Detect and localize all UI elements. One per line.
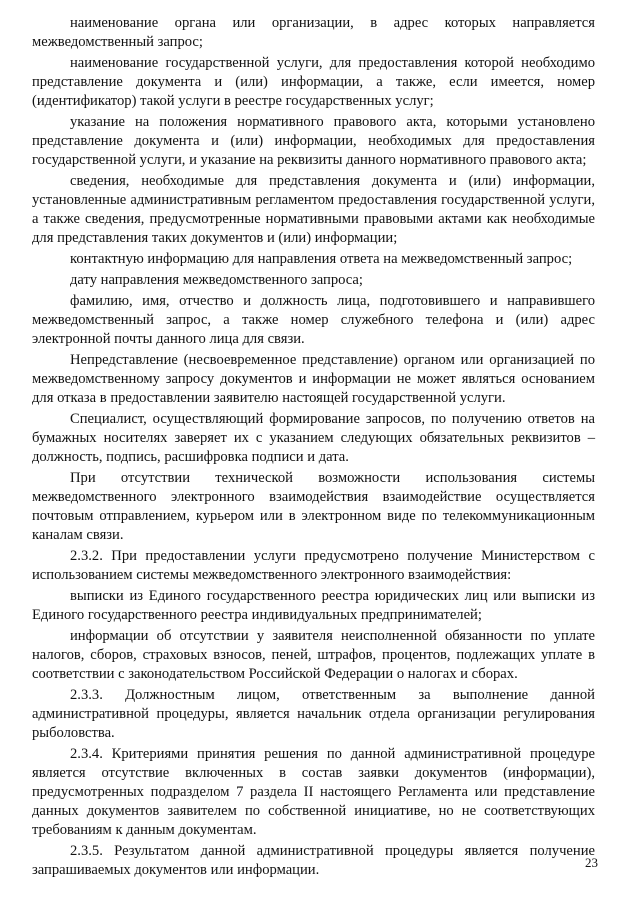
paragraph: 2.3.4. Критериями принятия решения по данной административной процедуре является отсутствие включенных в состав заявки документов (информации), предусмотренных подразделом 7 раздела II настоящего Регламента или представление данных документов заявителем по собственной инициативе, но не соответствующих требованиям к данным документам. — [32, 746, 595, 838]
paragraph: фамилию, имя, отчество и должность лица, подготовившего и направившего межведомственный запрос, а также номер служебного телефона и (или) адрес электронной почты данного лица для связи. — [32, 293, 595, 347]
paragraph: дату направления межведомственного запроса; — [70, 272, 363, 288]
paragraph: Непредставление (несвоевременное представление) органом или организацией по межведомственному запросу документов и информации не может являться основанием для отказа в предоставлении заявителю настоящей государственной услуги. — [32, 352, 595, 406]
paragraph: 2.3.3. Должностным лицом, ответственным за выполнение данной административной процедуры, является начальник отдела организации регулирования рыболовства. — [32, 687, 595, 741]
paragraph: наименование государственной услуги, для предоставления которой необходимо представление документа и (или) информации, а также, если имеется, номер (идентификатор) такой услуги в реестре государственных услуг; — [32, 55, 595, 109]
page-number: 23 — [585, 855, 598, 870]
paragraph: При отсутствии технической возможности использования системы межведомственного электронного взаимодействия взаимодействие осуществляется почтовым отправлением, курьером или в электронном виде по телекоммуникационным каналам связи. — [32, 470, 595, 543]
paragraph: 2.3.5. Результатом данной административной процедуры является получение запрашиваемых документов или информации. — [32, 843, 595, 878]
paragraph: указание на положения нормативного правового акта, которыми установлено представление документа и (или) информации, необходимых для предоставления государственной услуги, и указание на реквизиты данного нормативного правового акта; — [32, 114, 595, 168]
paragraph: контактную информацию для направления ответа на межведомственный запрос; — [70, 251, 573, 267]
paragraph: 2.3.2. При предоставлении услуги предусмотрено получение Министерством с использованием системы межведомственного электронного взаимодействия: — [32, 548, 595, 583]
paragraph: Специалист, осуществляющий формирование запросов, по получению ответов на бумажных носителях заверяет их с указанием следующих обязательных реквизитов – должность, подпись, расшифровка подписи и дата. — [32, 411, 595, 465]
paragraph: выписки из Единого государственного реестра юридических лиц или выписки из Единого государственного реестра индивидуальных предпринимателей; — [32, 588, 595, 623]
document-body — [32, 14, 595, 882]
paragraph: информации об отсутствии у заявителя неисполненной обязанности по уплате налогов, сборов, страховых взносов, пеней, штрафов, процентов, подлежащих уплате в соответствии с законодательством Российской Федерации о налогах и сборах. — [32, 628, 595, 682]
paragraph: сведения, необходимые для представления документа и (или) информации, установленные административным регламентом предоставления государственной услуги, а также сведения, предусмотренные нормативными правовыми актами как необходимые для представления таких документов и (или) информации; — [32, 173, 595, 246]
paragraph: наименование органа или организации, в адрес которых направляется межведомственный запрос; — [32, 15, 595, 50]
